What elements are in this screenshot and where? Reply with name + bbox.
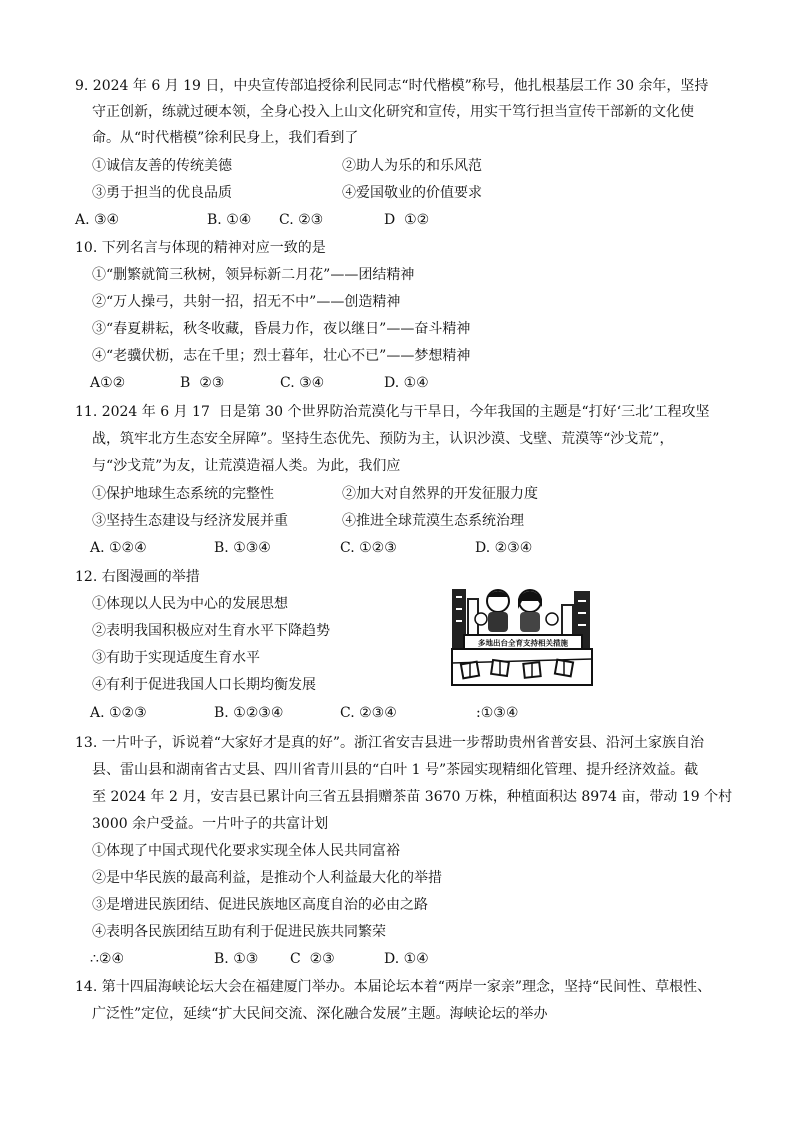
- q11-stem-line-2: 战，筑牢北方生态安全屏障”。坚持生态优先、预防为主，认识沙漠、戈壁、荒漠等“沙戈荒”，: [92, 431, 674, 447]
- q13-stem-line-1: 13. 一片叶子，诉说着“大家好才是真的好”。浙江省安吉县进一步帮助贵州省普安县、沿河土家族自治: [75, 735, 705, 751]
- q10-stem: 10. 下列名言与体现的精神对应一致的是: [75, 240, 326, 256]
- q11-stem-line-1: 11. 2024 年 6 月 17 日是第 30 个世界防治荒漠化与干旱日，今年我国的主题是“打好‘三北’工程攻坚: [75, 404, 710, 420]
- q9-answer-c: C. ②③: [279, 212, 324, 228]
- q9-stem-line-2: 守正创新，练就过硬本领，全身心投入上山文化研究和宣传，用实干笃行担当宣传干部新的文化使: [92, 104, 694, 120]
- q13-option-2: ②是中华民族的最高利益，是推动个人利益最大化的举措: [92, 870, 442, 886]
- q13-answer-b: B. ①③: [214, 951, 259, 967]
- q9-stem-line-3: 命。从“时代楷模”徐利民身上，我们看到了: [92, 130, 359, 146]
- q9-answer-d: D ①②: [384, 212, 430, 228]
- q13-option-1: ①体现了中国式现代化要求实现全体人民共同富裕: [92, 843, 400, 859]
- q10-answer-c: C. ③④: [280, 375, 325, 391]
- q12-option-3: ③有助于实现适度生育水平: [92, 650, 260, 666]
- q13-answer-a: ∴②④: [90, 951, 125, 967]
- q12-answer-b: B. ①②③④: [214, 705, 284, 721]
- q13-stem-line-3: 至 2024 年 2 月，安吉县已累计向三省五县捐赠茶苗 3670 万株，种植面积达 8974 亩，带动 19 个村: [92, 789, 733, 805]
- q13-stem-line-2: 县、雷山县和湖南省古丈县、四川省青川县的“白叶 1 号”茶园实现精细化管理、提升经济效益。截: [92, 762, 699, 778]
- q9-stem-line-1: 9. 2024 年 6 月 19 日，中央宣传部追授徐利民同志“时代楷模”称号，他扎根基层工作 30 余年，坚持: [75, 78, 709, 94]
- q11-option-2: ②加大对自然界的开发征服力度: [342, 486, 538, 502]
- q9-answer-b: B. ①④: [207, 212, 252, 228]
- q11-option-1: ①保护地球生态系统的完整性: [92, 486, 274, 502]
- q10-answer-a: A①②: [90, 375, 126, 391]
- q12-option-4: ④有利于促进我国人口长期均衡发展: [92, 677, 316, 693]
- q9-option-3: ③勇于担当的优良品质: [92, 185, 232, 201]
- family-support-cartoon: [448, 583, 596, 688]
- q13-option-3: ③是增进民族团结、促进民族地区高度自治的必由之路: [92, 897, 428, 913]
- q12-answer-c: C. ②③④: [340, 705, 397, 721]
- q9-option-2: ②助人为乐的和乐风范: [342, 158, 482, 174]
- q12-option-2: ②表明我国积极应对生育水平下降趋势: [92, 623, 330, 639]
- q9-option-4: ④爱国敬业的价值要求: [342, 185, 482, 201]
- q14-stem-line-1: 14. 第十四届海峡论坛大会在福建厦门举办。本届论坛本着“两岸一家亲”理念，坚持“民间性、草根性、: [75, 979, 712, 995]
- q11-answer-a: A. ①②④: [90, 540, 147, 556]
- q13-stem-line-4: 3000 余户受益。一片叶子的共富计划: [92, 816, 329, 832]
- q13-answer-d: D. ①④: [384, 951, 429, 967]
- q10-answer-d: D. ①④: [384, 375, 429, 391]
- q11-answer-c: C. ①②③: [340, 540, 397, 556]
- q12-stem: 12. 右图漫画的举措: [75, 569, 200, 585]
- q9-answer-a: A. ③④: [75, 212, 120, 228]
- q12-answer-a: A. ①②③: [90, 705, 147, 721]
- q10-option-1: ①“删繁就简三秋树，领异标新二月花”——团结精神: [92, 267, 415, 283]
- q9-option-1: ①诚信友善的传统美德: [92, 158, 232, 174]
- q14-stem-line-2: 广泛性”定位，延续“扩大民间交流、深化融合发展”主题。海峡论坛的举办: [92, 1006, 548, 1022]
- cartoon-banner-text: 多地出台全育支持相关措施: [478, 638, 568, 648]
- q11-option-3: ③坚持生态建设与经济发展并重: [92, 513, 288, 529]
- q10-option-4: ④“老骥伏枥，志在千里；烈士暮年，壮心不已”——梦想精神: [92, 348, 471, 364]
- q10-option-3: ③“春夏耕耘，秋冬收藏，昏晨力作，夜以继日”——奋斗精神: [92, 321, 471, 337]
- q12-answer-d: :①③④: [476, 705, 519, 721]
- q11-answer-d: D. ②③④: [475, 540, 533, 556]
- q11-option-4: ④推进全球荒漠生态系统治理: [342, 513, 524, 529]
- q11-stem-line-3: 与“沙戈荒”为友，让荒漠造福人类。为此，我们应: [92, 458, 401, 474]
- q11-answer-b: B. ①③④: [214, 540, 271, 556]
- q13-option-4: ④表明各民族团结互助有利于促进民族共同繁荣: [92, 924, 386, 940]
- q10-option-2: ②“万人操弓，共射一招，招无不中”——创造精神: [92, 294, 401, 310]
- q13-answer-c: C ②③: [290, 951, 335, 967]
- q10-answer-b: B ②③: [180, 375, 225, 391]
- q12-option-1: ①体现以人民为中心的发展思想: [92, 596, 288, 612]
